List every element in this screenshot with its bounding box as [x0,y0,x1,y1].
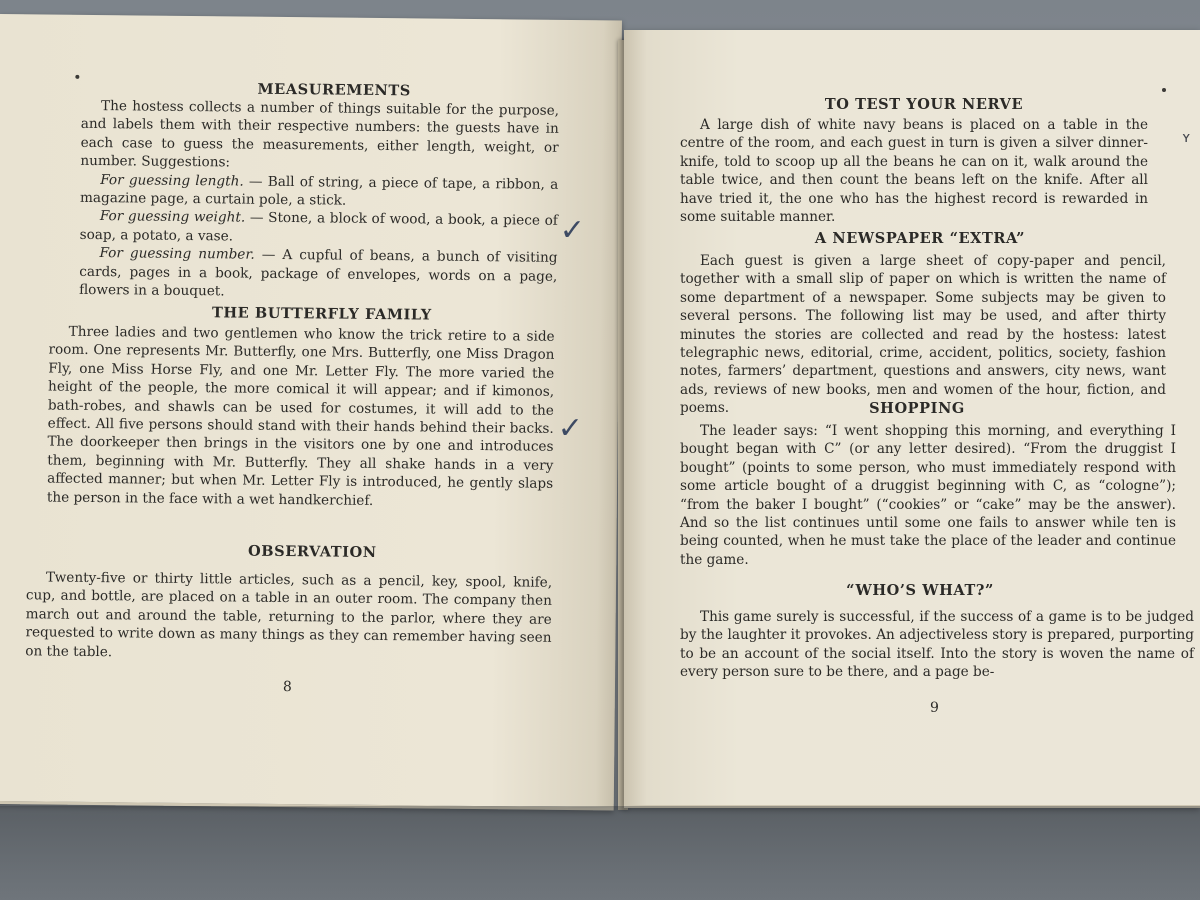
right-page-number: 9 [930,700,939,716]
measurements-title: MEASUREMENTS [257,80,411,100]
length-text: — Ball of string, a piece of tape, a ribbon, a magazine page, a curtain pole, a stick. [79,173,559,209]
nerve-text: A large dish of white navy beans is placed on a table in the centre of the room, and each guest in turn is given a silver dinner-knife, told to scoop up all the beans he can on it, walk around the table twice, and then count the beans left on the knife. After all have tried it, the one who has the highest record is rewarded in some suitable manner. [680,117,1148,226]
tick-mark: ʏ [1182,130,1191,146]
left-page [0,14,622,810]
shopping-text: The leader says: “I went shopping this morning, and everything I bought began with C” (or any letter desired). “From the druggist I bought” (points to some person, who must immediately respond with some article bought of a druggist beginning with C, as “cologne”); “from the baker I bought” (“cookies” or “cake” may be the answer). And so the list continues until some one fails to answer while ten is being counted, when he must take the place of the leader and continue the game. [680,423,1176,568]
butterfly-body [47,323,555,512]
measurements-body [79,97,559,304]
whos-what-body [680,608,1194,682]
butterfly-text: Three ladies and two gentlemen who know the trick retire to a side room. One represents Mr. Butterfly, one Mrs. Butterfly, one Miss Dragon Fly, one Miss Horse Fly, and one Mr. Letter Fly. The more varied the height of the people, the more comical it will appear; and if kimonos, bath-robes, and shawls can be used for costumes, it will add to the effect. All five persons should stand with their hands behind their backs. The doorkeeper then brings in the visitors one by one and introduces them, beginning with Mr. Butterfly. They all shake hands in a very affected manner; but when Mr. Letter Fly is introduced, he gently slaps the person in the face with a wet handkerchief. [46,323,555,509]
observation-body [25,568,552,666]
newspaper-text: Each guest is given a large sheet of copy-paper and pencil, together with a small slip of paper on which is written the name of some department of a newspaper. Some subjects may be given to several persons. The following list may be used, and after thirty minutes the stories are collected and read by the hostess: latest telegraphic news, editorial, crime, accident, politics, society, fashion notes, farmers’ department, questions and answers, city news, want ads, reviews of new books, men and women of the hour, fiction, and poems. [680,253,1166,417]
observation-text: Twenty-five or thirty little articles, such as a pencil, key, spool, knife, cup, and bottle, are placed on a table in an outer room. The company then march out and around the table, returning to the parlor, where they are requested to write down as many things as they can remember having seen on the table. [25,569,553,660]
number-text: — A cupful of beans, a bunch of visiting cards, pages in a book, package of envelopes, words on a page, flowers in a bouquet. [79,246,558,300]
shopping-body [680,422,1176,569]
page-speck [75,75,79,79]
number-label: For guessing number. [99,245,255,263]
weight-label: For guessing weight. [99,208,246,227]
check-mark-2: ✓ [557,410,584,447]
left-page-number: 8 [282,679,292,696]
weight-text: — Stone, a block of wood, a book, a piece of soap, a potato, a vase. [79,210,558,245]
length-label: For guessing length. [100,171,244,190]
newspaper-body [680,252,1166,418]
nerve-body [680,116,1148,226]
measurements-intro: The hostess collects a number of things suitable for the purpose, and labels them with their respective numbers: the guests have in each case to guess the measurements, either length, weight, or number. Suggestions: [80,98,560,171]
page-speck-right [1162,88,1166,92]
shopping-title: SHOPPING [869,400,965,417]
nerve-title: TO TEST YOUR NERVE [824,96,1024,113]
check-mark-1: ✓ [559,212,586,249]
table-shadow [0,806,1200,900]
observation-title: OBSERVATION [248,542,377,561]
newspaper-title: A NEWSPAPER “EXTRA” [814,230,1026,247]
whos-what-text: This game surely is successful, if the success of a game is to be judged by the laughter it provokes. An adjectiveless story is prepared, purporting to be an account of the social itself. Into the story is woven the name of every person sure to be there, and a page be- [680,609,1194,681]
whos-what-title: “WHO’S WHAT?” [846,582,994,599]
right-page [624,30,1200,808]
butterfly-title: THE BUTTERFLY FAMILY [211,304,432,324]
